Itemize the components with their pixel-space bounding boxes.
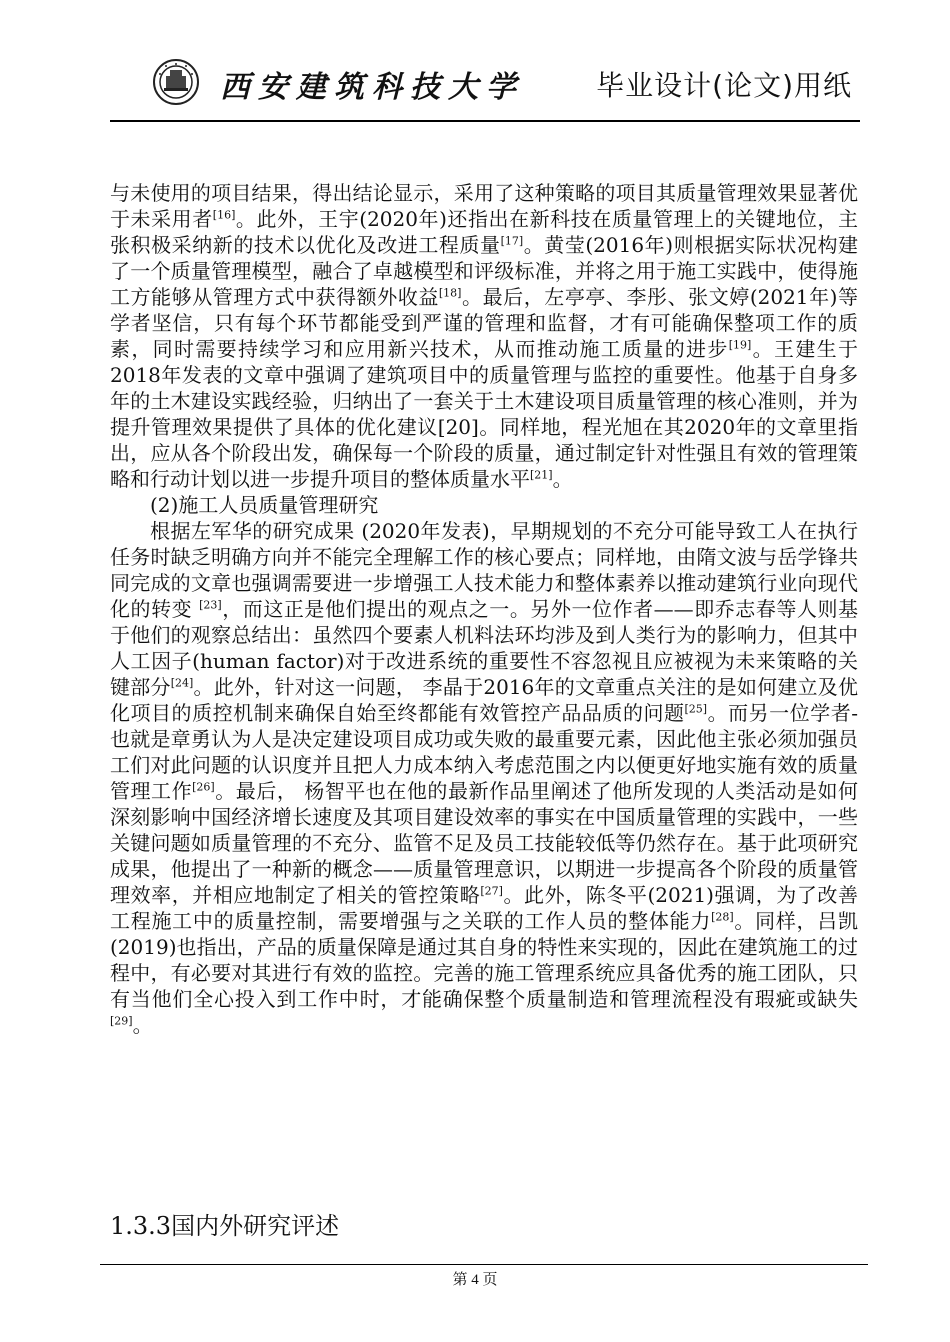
citation-marker: [21] <box>530 468 553 482</box>
header-divider <box>110 120 860 122</box>
text-run: 。同样，吕凯(2019)也指出，产品的质量保障是通过其自身的特性来实现的，因此在建筑施工的过程中，有必要对其进行有效的监控。完善的施工管理系统应具备优秀的施工团队，只有当他们全心投入到工作中时，才能确保整个质量制造和管理流程没有瑕疵或缺失 <box>110 909 859 1011</box>
text-run: ，而这正是他们提出的观点之一。另外一位作者——即乔志春等人则基于他们的观察总结出：虽然四个要素人机料法环均涉及到人类行为的影响力，但其中人工因子(human factor)对于改进系统的重要性不容忽视且应被视为未来策略的关键部分 <box>110 597 859 699</box>
citation-marker: [26] <box>192 780 215 794</box>
citation-marker: [27] <box>480 884 503 898</box>
text-run: 与未使用的项目结果，得出结论显示，采用了这种策略的项目其质量管理效果显著优于未采用者 <box>110 181 858 231</box>
text-run: 。而另一位学者-也就是章勇认为人是决定建设项目成功或失败的最重要元素，因此他主张必须加强员工们对此问题的认识度并且把人力成本纳入考虑范围之内以便更好地实施有效的质量管理工作 <box>110 701 858 803</box>
section-heading: 1.3.3国内外研究评述 <box>110 1212 340 1240</box>
citation-marker: [23] <box>199 598 222 612</box>
footer-divider <box>100 1264 868 1265</box>
text-run: (2)施工人员质量管理研究 <box>150 493 379 517</box>
paragraph <box>110 492 858 518</box>
text-run: 。最后，左亭亭、李彤、张文婷(2021年)等学者坚信，只有每个环节都能受到严谨的管理和监督，才有可能确保整项工作的质素，同时需要持续学习和应用新兴技术，从而推动施工质量的进步 <box>110 285 858 361</box>
citation-marker: [19] <box>728 338 752 352</box>
paragraph <box>110 518 858 1038</box>
text-run: 。黄莹(2016年)则根据实际状况构建了一个质量管理模型，融合了卓越模型和评级标准，并将之用于施工实践中，使得施工方能够从管理方式中获得额外收益 <box>110 233 858 309</box>
text-run: 。 <box>552 467 573 491</box>
citation-marker: [16] <box>212 208 236 222</box>
university-name: 西安建筑科技大学 <box>220 70 524 105</box>
text-run: 。最后， 杨智平也在他的最新作品里阐述了他所发现的人类活动是如何深刻影响中国经济增长速度及其项目建设效率的事实在中国质量管理的实践中，一些关键问题如质量管理的不充分、监管不足及员工技能较低等仍然存在。基于此项研究成果，他提出了一种新的概念——质量管理意识，以期进一步提高各个阶段的质量管理效率，并相应地制定了相关的管控策略 <box>110 779 859 907</box>
text-run: 。王建生于2018年发表的文章中强调了建筑项目中的质量管理与监控的重要性。他基于自身多年的土木建设实践经验，归纳出了一套关于土木建设项目质量管理的核心准则，并为提升管理效果提供了具体的优化建议[20]。同样地，程光旭在其2020年的文章里指出，应从各个阶段出发，确保每一个阶段的质量，通过制定针对性强且有效的管理策略和行动计划以进一步提升项目的整体质量水平 <box>110 337 859 491</box>
text-run: 。此外，陈冬平(2021)强调，为了改善工程施工中的质量控制，需要增强与之关联的工作人员的整体能力 <box>110 883 858 933</box>
citation-marker: [28] <box>711 910 734 924</box>
citation-marker: [29] <box>110 1014 133 1028</box>
text-run: 。此外，针对这一问题， 李晶于2016年的文章重点关注的是如何建立及优化项目的质控机制来确保自始至终都能有效管控产品品质的问题 <box>110 675 858 725</box>
citation-marker: [25] <box>684 702 708 716</box>
citation-marker: [24] <box>170 676 194 690</box>
page-number: 第 4 页 <box>452 1272 498 1288</box>
citation-marker: [17] <box>500 234 524 248</box>
page-header <box>110 58 860 106</box>
text-run: 根据左军华的研究成果 (2020年发表)，早期规划的不充分可能导致工人在执行任务时缺乏明确方向并不能完全理解工作的核心要点；同样地，由隋文波与岳学锋共同完成的文章也强调需要进一步增强工人技术能力和整体素养以推动建筑行业向现代化的转变 <box>110 519 858 621</box>
paragraph <box>110 180 858 492</box>
text-run: 。此外，王宇(2020年)还指出在新科技在质量管理上的关键地位，主张积极采纳新的技术以优化及改进工程质量 <box>110 207 858 257</box>
text-run: 。 <box>132 1013 153 1037</box>
university-seal-icon <box>146 58 206 106</box>
body-text <box>110 180 858 1038</box>
paper-type-label: 毕业设计(论文)用纸 <box>596 69 852 102</box>
citation-marker: [18] <box>438 286 462 300</box>
